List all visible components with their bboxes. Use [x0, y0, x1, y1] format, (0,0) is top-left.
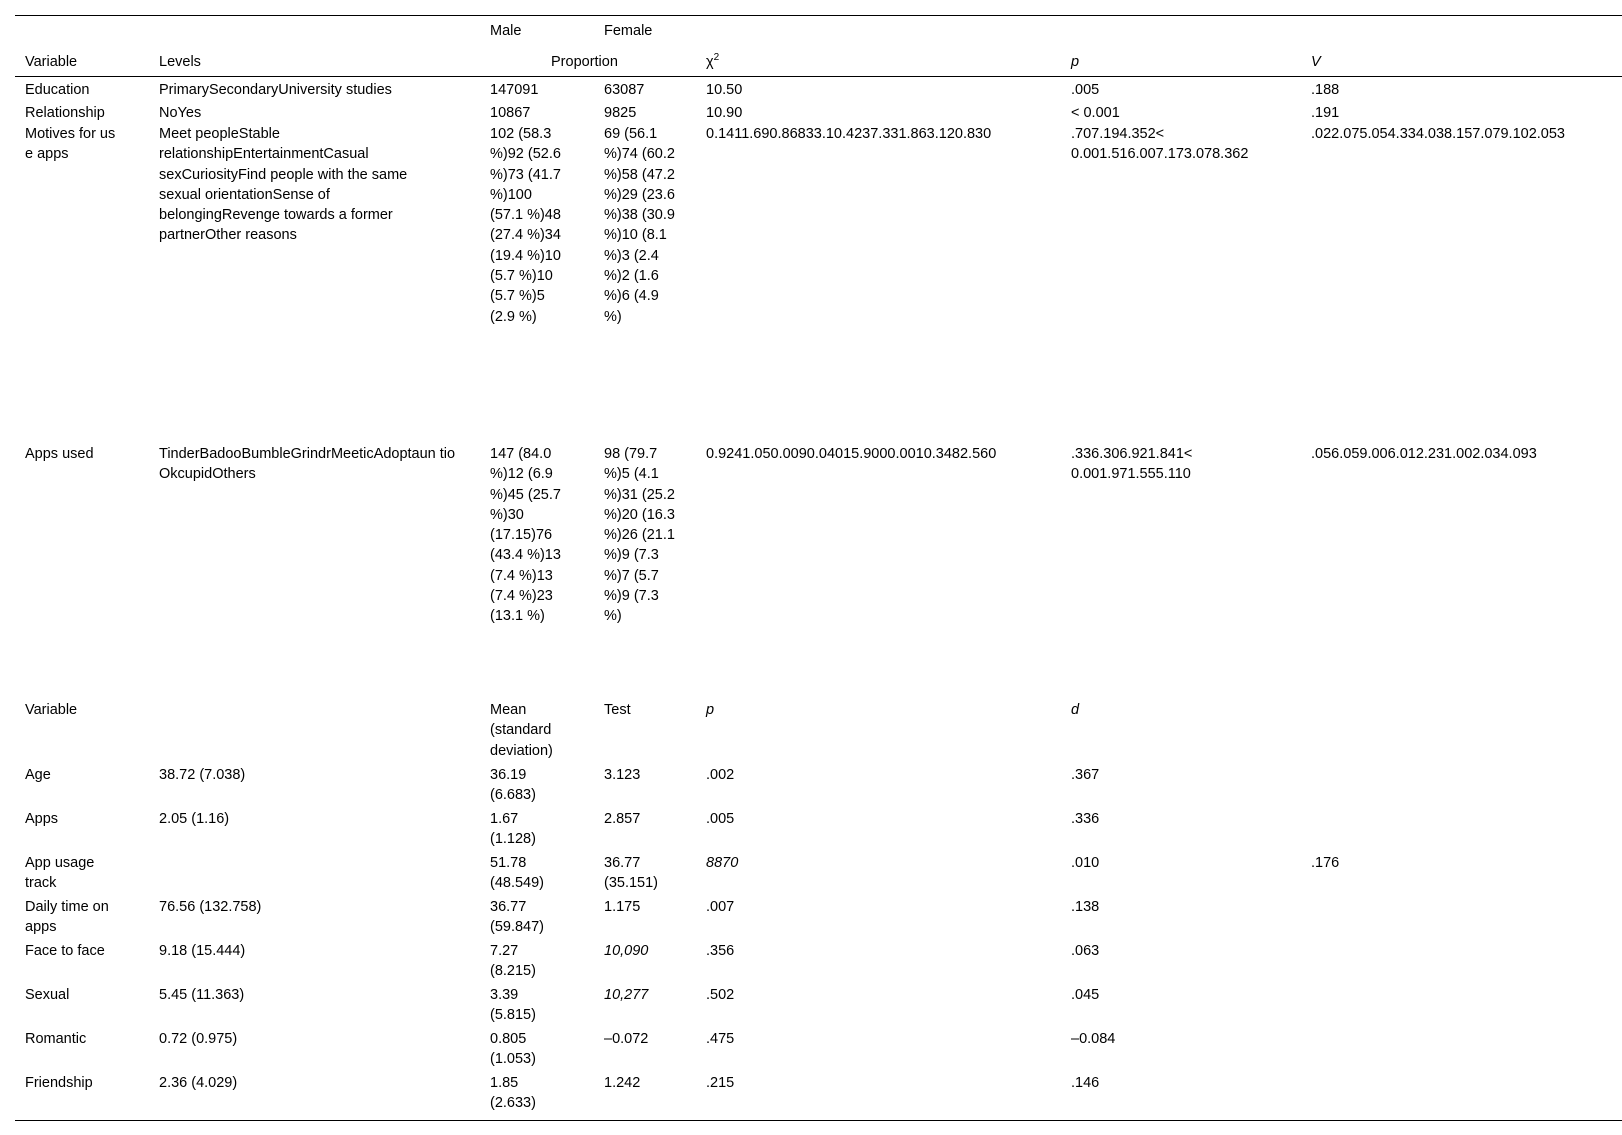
row-face-to-face-c3: 10,090 [604, 943, 649, 959]
row-relationship-male: 10867 [490, 105, 531, 121]
row-relationship-levels: NoYes [159, 105, 202, 121]
header-female: Female [604, 23, 653, 39]
row-romantic-c5: –0.084 [1071, 1031, 1116, 1047]
row-apps-used-p: .336.306.921.841< 0.001.971.555.110 [1071, 446, 1193, 483]
row-face-to-face-c5: .063 [1071, 943, 1100, 959]
row-usage-track-c6: .176 [1311, 855, 1340, 871]
subheader-test: Test [604, 702, 631, 718]
table-top-rule [15, 15, 1622, 16]
chi-superscript: 2 [713, 52, 720, 63]
row-usage-track-variable: App usage track [25, 855, 95, 892]
row-motives-chi2: 0.1411.690.86833.10.4237.331.863.120.830 [706, 126, 992, 142]
row-face-to-face-c1: 9.18 (15.444) [159, 943, 246, 959]
row-friendship-c4: .215 [706, 1075, 735, 1091]
row-friendship-c3: 1.242 [604, 1075, 641, 1091]
row-motives-v: .022.075.054.334.038.157.079.102.053 [1311, 126, 1565, 142]
row-education-levels: PrimarySecondaryUniversity studies [159, 82, 392, 98]
row-apps-used-variable: Apps used [25, 446, 94, 462]
row-relationship-variable: Relationship [25, 105, 105, 121]
row-sexual-c3: 10,277 [604, 987, 649, 1003]
row-education-variable: Education [25, 82, 90, 98]
row-apps-used-v: .056.059.006.012.231.002.034.093 [1311, 446, 1537, 462]
row-relationship-chi2: 10.90 [706, 105, 743, 121]
row-usage-track-c3: 36.77 (35.151) [604, 855, 659, 892]
row-usage-track-c2: 51.78 (48.549) [490, 855, 545, 892]
row-usage-track-c5: .010 [1071, 855, 1100, 871]
row-friendship-c1: 2.36 (4.029) [159, 1075, 238, 1091]
row-apps-c2: 1.67 (1.128) [490, 811, 536, 848]
row-education-chi2: 10.50 [706, 82, 743, 98]
row-motives-variable: Motives for use apps [25, 126, 116, 163]
row-motives-male: 102 (58.3 %)92 (52.6 %)73 (41.7 %)100 (57.1 %)48 (27.4 %)34 (19.4 %)10 (5.7 %)10 (5.7 %)5 (2.9 %) [490, 126, 561, 325]
subheader-variable: Variable [25, 702, 78, 718]
row-education-p: .005 [1071, 82, 1100, 98]
row-usage-track-c4: 8870 [706, 855, 739, 871]
row-apps-used-female: 98 (79.7 %)5 (4.1 %)31 (25.2 %)20 (16.3 %)26 (21.1 %)9 (7.3 %)7 (5.7 %)9 (7.3 %) [604, 446, 675, 625]
row-age-c2: 36.19 (6.683) [490, 767, 536, 804]
row-apps-variable: Apps [25, 811, 59, 827]
row-friendship-c5: .146 [1071, 1075, 1100, 1091]
chi-symbol: χ [706, 54, 714, 70]
row-motives-levels: Meet peopleStable relationshipEntertainmentCasual sexCuriosityFind people with the same sexual orientationSense of belongingRevenge towards a former partnerOther reasons [159, 126, 408, 244]
row-age-c1: 38.72 (7.038) [159, 767, 246, 783]
row-daily-time-c2: 36.77 (59.847) [490, 899, 545, 936]
row-friendship-c2: 1.85 (2.633) [490, 1075, 536, 1112]
row-age-variable: Age [25, 767, 51, 783]
row-romantic-c3: –0.072 [604, 1031, 649, 1047]
row-age-c3: 3.123 [604, 767, 641, 783]
row-sexual-c2: 3.39 (5.815) [490, 987, 536, 1024]
header-chi-square [706, 52, 719, 72]
row-motives-female: 69 (56.1 %)74 (60.2 %)58 (47.2 %)29 (23.6 %)38 (30.9 %)10 (8.1 %)3 (2.4 %)2 (1.6 %)6 (4.9 %) [604, 126, 675, 325]
row-romantic-c1: 0.72 (0.975) [159, 1031, 238, 1047]
row-motives-p: .707.194.352< 0.001.516.007.173.078.362 [1071, 126, 1249, 163]
row-romantic-variable: Romantic [25, 1031, 87, 1047]
header-levels: Levels [159, 54, 201, 70]
row-daily-time-c5: .138 [1071, 899, 1100, 915]
row-age-c4: .002 [706, 767, 735, 783]
row-relationship-female: 9825 [604, 105, 637, 121]
row-friendship-variable: Friendship [25, 1075, 93, 1091]
row-relationship-v: .191 [1311, 105, 1340, 121]
subheader-d: d [1071, 702, 1080, 718]
row-daily-time-c4: .007 [706, 899, 735, 915]
table-bottom-rule [15, 1120, 1622, 1121]
row-face-to-face-c4: .356 [706, 943, 735, 959]
row-relationship-p: < 0.001 [1071, 105, 1120, 121]
header-male: Male [490, 23, 522, 39]
row-apps-used-male: 147 (84.0 %)12 (6.9 %)45 (25.7 %)30 (17.15)76 (43.4 %)13 (7.4 %)13 (7.4 %)23 (13.1 %) [490, 446, 561, 625]
subheader-p: p [706, 702, 715, 718]
row-apps-c3: 2.857 [604, 811, 641, 827]
row-apps-c4: .005 [706, 811, 735, 827]
row-daily-time-c1: 76.56 (132.758) [159, 899, 262, 915]
header-p: p [1071, 54, 1080, 70]
row-apps-used-levels: TinderBadooBumbleGrindrMeeticAdoptaun tioOkcupidOthers [159, 446, 456, 483]
row-face-to-face-variable: Face to face [25, 943, 105, 959]
row-daily-time-c3: 1.175 [604, 899, 641, 915]
row-romantic-c4: .475 [706, 1031, 735, 1047]
row-sexual-c1: 5.45 (11.363) [159, 987, 245, 1003]
subheader-mean: Mean (standard deviation) [490, 702, 553, 759]
row-face-to-face-c2: 7.27 (8.215) [490, 943, 536, 980]
header-variable: Variable [25, 54, 78, 70]
row-sexual-variable: Sexual [25, 987, 70, 1003]
header-proportion: Proportion [551, 54, 618, 70]
row-sexual-c4: .502 [706, 987, 735, 1003]
row-daily-time-variable: Daily time on apps [25, 899, 109, 936]
row-age-c5: .367 [1071, 767, 1100, 783]
row-romantic-c2: 0.805 (1.053) [490, 1031, 536, 1068]
row-education-male: 147091 [490, 82, 539, 98]
row-apps-c1: 2.05 (1.16) [159, 811, 230, 827]
row-apps-used-chi2: 0.9241.050.0090.04015.9000.0010.3482.560 [706, 446, 997, 462]
row-sexual-c5: .045 [1071, 987, 1100, 1003]
header-v: V [1311, 54, 1321, 70]
row-education-v: .188 [1311, 82, 1340, 98]
row-apps-c5: .336 [1071, 811, 1100, 827]
table-header-rule [15, 76, 1622, 77]
row-education-female: 63087 [604, 82, 645, 98]
